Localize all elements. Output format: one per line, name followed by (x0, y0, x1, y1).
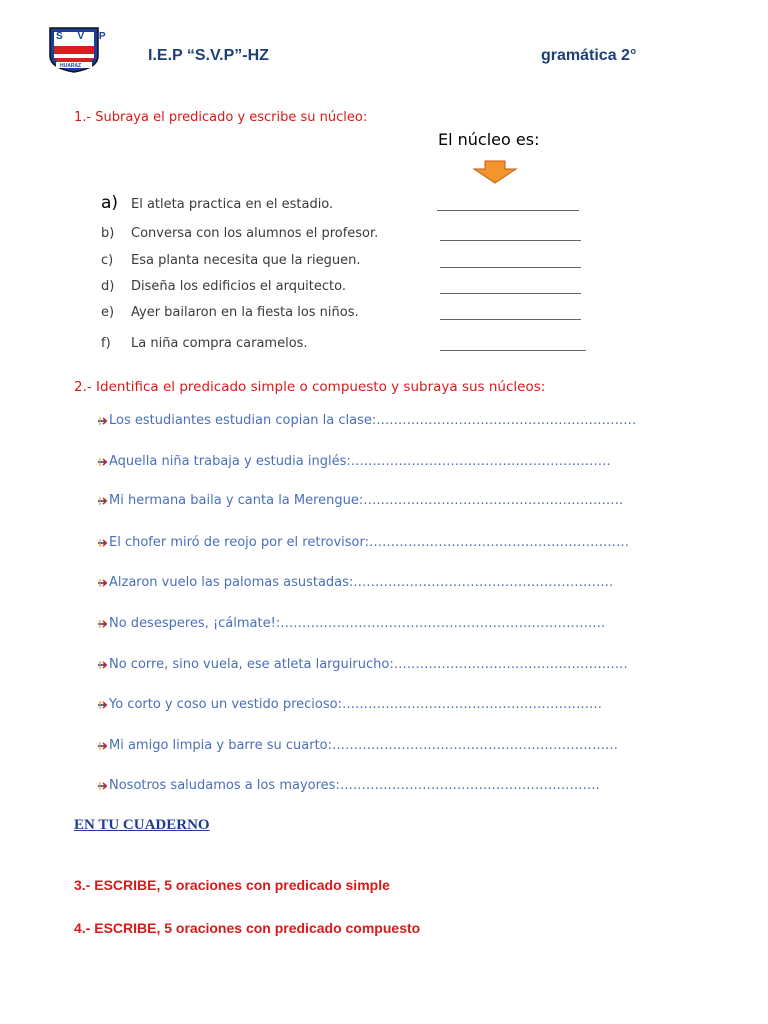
answer-dots[interactable]: …………………………………………………… (353, 575, 614, 590)
item-sentence: El atleta practica en el estadio. (131, 197, 334, 212)
list-item (109, 657, 628, 672)
answer-dots[interactable]: …………………………………………………… (350, 454, 611, 469)
answer-dots[interactable]: …………………………………………………… (368, 535, 629, 550)
item-sentence: Diseña los edificios el arquitecto. (131, 279, 346, 294)
list-item (109, 738, 618, 753)
item-sentence: Conversa con los alumnos el profesor. (131, 226, 379, 241)
list-item (109, 493, 623, 508)
bullet-arrow-icon (97, 416, 107, 426)
item-sentence: Alzaron vuelo las palomas asustadas: (109, 575, 354, 590)
subject-title: gramática 2° (541, 47, 637, 64)
item-sentence: Nosotros saludamos a los mayores: (109, 778, 340, 793)
bullet-arrow-icon (97, 660, 107, 670)
answer-dots[interactable]: ……………………………………………… (393, 657, 628, 672)
school-name: I.E.P “S.V.P”-HZ (148, 47, 269, 64)
bullet-arrow-icon (97, 578, 107, 588)
item-sentence: Mi amigo limpia y barre su cuarto: (109, 738, 333, 753)
item-letter: a) (101, 193, 119, 213)
answer-dots[interactable]: …………………………………………………… (339, 778, 600, 793)
item-letter: d) (101, 279, 115, 294)
answer-blank[interactable] (440, 319, 581, 320)
item-sentence: Los estudiantes estudian copian la clase: (109, 413, 377, 428)
answer-blank[interactable] (440, 293, 581, 294)
answer-dots[interactable]: ………………………………………………………………… (280, 616, 606, 631)
item-sentence: Mi hermana baila y canta la Merengue: (109, 493, 364, 508)
answer-blank[interactable] (440, 350, 586, 351)
nucleo-label: El núcleo es: (438, 130, 540, 149)
item-sentence: No desesperes, ¡cálmate!: (109, 616, 281, 631)
item-letter: c) (101, 253, 114, 268)
bullet-arrow-icon (97, 741, 107, 751)
answer-dots[interactable]: …………………………………………………… (376, 413, 637, 428)
answer-blank[interactable] (437, 210, 579, 211)
answer-blank[interactable] (440, 267, 581, 268)
list-item (109, 575, 613, 590)
list-item (109, 697, 602, 712)
item-sentence: Aquella niña trabaja y estudia inglés: (109, 454, 351, 469)
list-item (109, 535, 629, 550)
answer-blank[interactable] (440, 240, 581, 241)
item-sentence: La niña compra caramelos. (131, 336, 308, 351)
answer-dots[interactable]: ………………………………………………………… (332, 738, 619, 753)
list-item (109, 413, 636, 428)
list-item (109, 778, 600, 793)
section2-instruction: 2.- Identifica el predicado simple o compuesto y subraya sus núcleos: (74, 379, 546, 395)
answer-dots[interactable]: …………………………………………………… (341, 697, 602, 712)
task-3: 3.- ESCRIBE, 5 oraciones con predicado simple (74, 877, 390, 893)
section1-instruction: 1.- Subraya el predicado y escribe su núcleo: (74, 110, 368, 125)
item-letter: f) (101, 336, 111, 351)
item-letter: e) (101, 305, 115, 320)
list-item (109, 616, 605, 631)
item-sentence: Ayer bailaron en la fiesta los niños. (131, 305, 359, 320)
bullet-arrow-icon (97, 457, 107, 467)
task-4: 4.- ESCRIBE, 5 oraciones con predicado compuesto (74, 920, 421, 936)
bullet-arrow-icon (97, 781, 107, 791)
school-logo (48, 26, 112, 74)
bullet-arrow-icon (97, 619, 107, 629)
cuaderno-title: EN TU CUADERNO (74, 817, 210, 833)
item-sentence: El chofer miró de reojo por el retrovisor: (109, 535, 369, 550)
bullet-arrow-icon (97, 496, 107, 506)
logo-subtext: HUARAZ (60, 63, 82, 69)
answer-dots[interactable]: …………………………………………………… (363, 493, 624, 508)
item-letter: b) (101, 226, 115, 241)
logo-text: S V P (56, 31, 112, 42)
item-sentence: Esa planta necesita que la rieguen. (131, 253, 361, 268)
item-sentence: Yo corto y coso un vestido precioso: (109, 697, 342, 712)
bullet-arrow-icon (97, 700, 107, 710)
arrow-down-icon (472, 160, 518, 184)
list-item (109, 454, 611, 469)
item-sentence: No corre, sino vuela, ese atleta larguirucho: (109, 657, 394, 672)
bullet-arrow-icon (97, 538, 107, 548)
